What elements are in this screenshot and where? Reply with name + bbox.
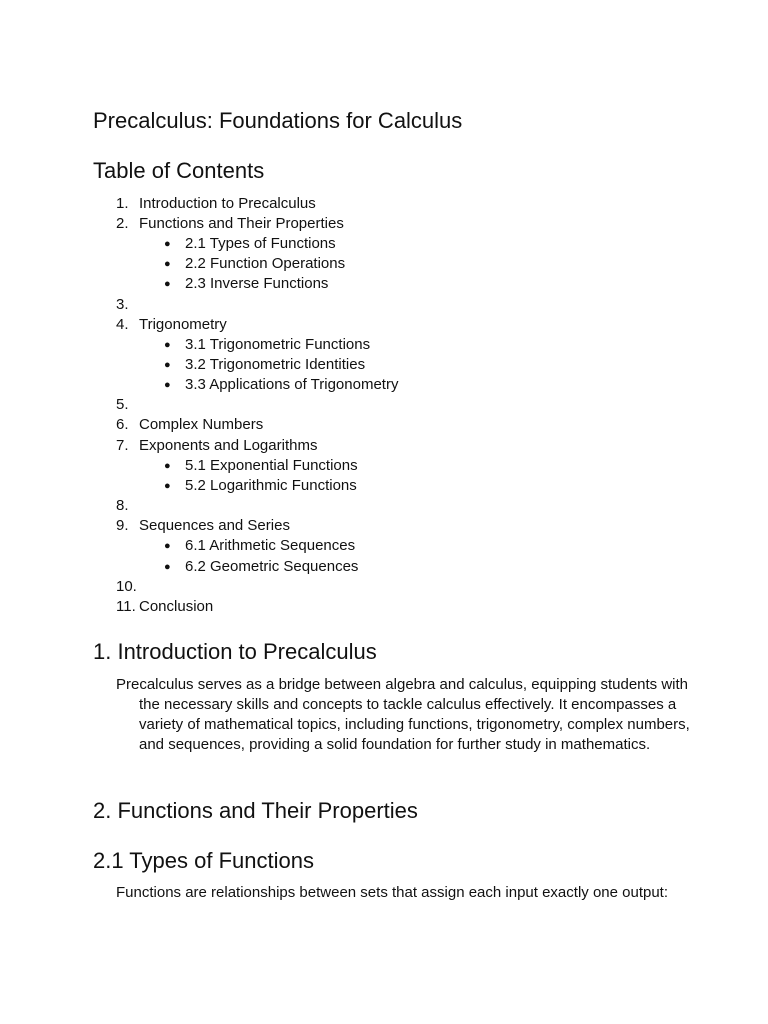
toc-subitem-label: 2.1 Types of Functions bbox=[185, 235, 336, 252]
toc-item-number: 9. bbox=[116, 517, 129, 534]
bullet-icon: ● bbox=[164, 258, 171, 270]
toc-item-label: Complex Numbers bbox=[139, 416, 264, 433]
toc-item-number: 4. bbox=[116, 316, 129, 333]
toc-item-label: Conclusion bbox=[139, 598, 214, 615]
section-heading-introduction: 1. Introduction to Precalculus bbox=[93, 639, 377, 664]
bullet-icon: ● bbox=[164, 379, 171, 391]
toc-item-number: 10. bbox=[116, 578, 137, 595]
toc-item-label: Functions and Their Properties bbox=[139, 215, 344, 232]
toc-item-number: 3. bbox=[116, 296, 129, 313]
toc-subitem-label: 3.3 Applications of Trigonometry bbox=[185, 376, 399, 393]
bullet-icon: ● bbox=[164, 561, 171, 573]
bullet-icon: ● bbox=[164, 460, 171, 472]
toc-subitem-label: 6.2 Geometric Sequences bbox=[185, 558, 359, 575]
toc-item-number: 5. bbox=[116, 396, 129, 413]
toc-item-number: 7. bbox=[116, 437, 129, 454]
toc-item-number: 2. bbox=[116, 215, 129, 232]
toc-item-label: Trigonometry bbox=[139, 316, 227, 333]
toc-subitem-label: 3.2 Trigonometric Identities bbox=[185, 356, 366, 373]
bullet-icon: ● bbox=[164, 278, 171, 290]
bullet-icon: ● bbox=[164, 238, 171, 250]
section-heading-functions: 2. Functions and Their Properties bbox=[93, 798, 418, 823]
toc-item-number: 8. bbox=[116, 497, 129, 514]
toc-subitem-label: 5.2 Logarithmic Functions bbox=[185, 477, 357, 494]
toc-subitem-label: 2.3 Inverse Functions bbox=[185, 275, 329, 292]
toc-item-number: 11. bbox=[116, 598, 136, 615]
toc-item-label: Exponents and Logarithms bbox=[139, 437, 318, 454]
bullet-icon: ● bbox=[164, 359, 171, 371]
toc-subitem-label: 3.1 Trigonometric Functions bbox=[185, 336, 371, 353]
toc-item-label: Introduction to Precalculus bbox=[139, 195, 316, 212]
toc-subitem-label: 5.1 Exponential Functions bbox=[185, 457, 358, 474]
toc-item-number: 6. bbox=[116, 416, 129, 433]
toc-subitem-label: 6.1 Arithmetic Sequences bbox=[185, 537, 356, 554]
document-title: Precalculus: Foundations for Calculus bbox=[93, 108, 463, 133]
toc-subitem-label: 2.2 Function Operations bbox=[185, 255, 346, 272]
section-paragraph-introduction: Precalculus serves as a bridge between algebra and calculus, equipping students with the necessary skills and concepts to tackle calculus effectively. It encompasses a variety of mathematical topics, including functions, trigonometry, complex numbers, and sequences, providing a solid foundation for further study in mathematics. bbox=[116, 676, 690, 753]
bullet-icon: ● bbox=[164, 540, 171, 552]
section-heading-types-of-functions: 2.1 Types of Functions bbox=[93, 848, 314, 873]
bullet-icon: ● bbox=[164, 339, 171, 351]
toc-item-number: 1. bbox=[116, 195, 129, 212]
section-paragraph-types-of-functions: Functions are relationships between sets that assign each input exactly one output: bbox=[116, 884, 669, 901]
toc-heading: Table of Contents bbox=[93, 158, 265, 183]
toc-item-label: Sequences and Series bbox=[139, 517, 290, 534]
bullet-icon: ● bbox=[164, 480, 171, 492]
